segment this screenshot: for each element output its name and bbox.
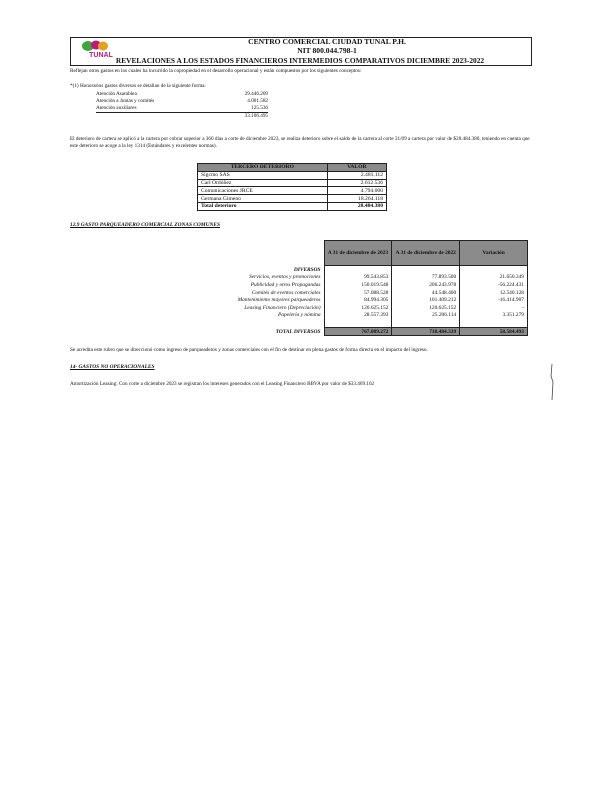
table-row: Germana Gimeno 18.264.118	[198, 195, 387, 203]
table-row: Mantenimiento mayores parqueaderos 84.994.305 101.409.212 -16.414.907	[196, 296, 528, 304]
section-14-text: Amortización Leasing: Con corte a diciembre 2023 se registran los intereses generados con el Leasing Financiero BBVA por valor de $33.469.102	[70, 381, 375, 387]
intro-item: Atención a Juntas y comités 4.001.582	[96, 98, 268, 104]
gastos-col-2023: A 31 de diciembre de 2023	[324, 241, 392, 266]
gastos-table	[196, 240, 528, 336]
table-row: Servicios, eventos y promociones 99.543.853 77.893.500 21.650.349	[196, 274, 528, 282]
intro-items	[96, 91, 268, 120]
gastos-col-variacion: Variación	[460, 241, 528, 266]
deterioro-col-tercero: TERCERO DETERIORO	[198, 164, 328, 172]
intro-list-heading: *(1) Honorarios gastos diversos se detallan de la siguiente forma:	[70, 83, 206, 89]
intro-text: Reflejan otros gastos en los cuales ha incurrido la copropiedad en el desarrollo operacional y están compuestos por los siguientes conceptos:	[70, 68, 362, 74]
gastos-category-row: DIVERSOS	[196, 266, 528, 274]
table-row: Sigcmo SAS 2.481.112	[198, 171, 387, 179]
deterioro-table	[197, 163, 387, 211]
gastos-note: Se acredita este rubro que se direccionó como ingreso de parqueaderos y zonas comerciales con el fin de destinar en plena gastos de forma directa en el impacto del ingreso.	[70, 347, 428, 353]
deterioro-header-row	[198, 164, 387, 172]
company-title: CENTRO COMERCIAL CIUDAD TUNAL P.H.	[248, 37, 406, 46]
document-title: REVELACIONES A LOS ESTADOS FINANCIEROS INTERMEDIOS COMPARATIVOS DICIEMBRE 2023-2022	[115, 56, 485, 65]
table-row: Papelería y nómina 28.557.393 25.206.114 3.351.279	[196, 312, 528, 320]
company-name	[130, 38, 524, 55]
section-14-title: 14- GASTOS NO OPERACIONALES	[70, 364, 155, 370]
margin-pen-mark	[548, 362, 556, 402]
logo-text: TUNAL	[89, 52, 113, 59]
intro-item: Atención auxiliares 125.536	[96, 105, 268, 111]
deterioro-col-valor: VALOR	[327, 164, 386, 172]
gastos-total-row: TOTAL DIVERSOS 767.089.272 718.484.339 58.584.493	[196, 327, 528, 336]
table-row: Publicidad y otros Propagandas 150.019.548 206.243.978 -56.224.431	[196, 281, 528, 289]
intro-item: Atención Asamblea 29.446.209	[96, 91, 268, 97]
gastos-header-row	[196, 241, 528, 266]
table-row: Comités de eventos comerciales 57.088.528 44.548.400 12.540.128	[196, 289, 528, 297]
deterioro-text: El deterioro de cartera se aplicó a la cartera por cobrar superior a 360 días a corte de diciembre 2023, se realiza deterioro sobre el saldo de la cartera al corte 31/09 a cartera por valor de $28.484.380, teniendo en cuenta que este deterioro se acoge a la ley 1314 (Estándares y excelentes normas).	[70, 136, 530, 149]
table-row: Leasing Financiero (Depreciación) 120.625.152 120.625.152 -	[196, 304, 528, 312]
table-row: Comunicaciones JRCE 4.794.000	[198, 187, 387, 195]
table-row: Carl Ordóñez 2.612.536	[198, 179, 387, 187]
company-nit: NIT 800.044.798-1	[297, 45, 357, 55]
gastos-col-2022: A 31 de diciembre de 2022	[392, 241, 460, 266]
gastos-section-title: 12.9 GASTO PARQUEADERO COMERCIAL ZONAS COMUNES	[70, 222, 220, 228]
intro-total: 33.106.495	[244, 113, 268, 119]
gastos-spacer-row	[196, 319, 528, 327]
deterioro-total-row: Total deterioro 28.484.380	[198, 202, 387, 210]
